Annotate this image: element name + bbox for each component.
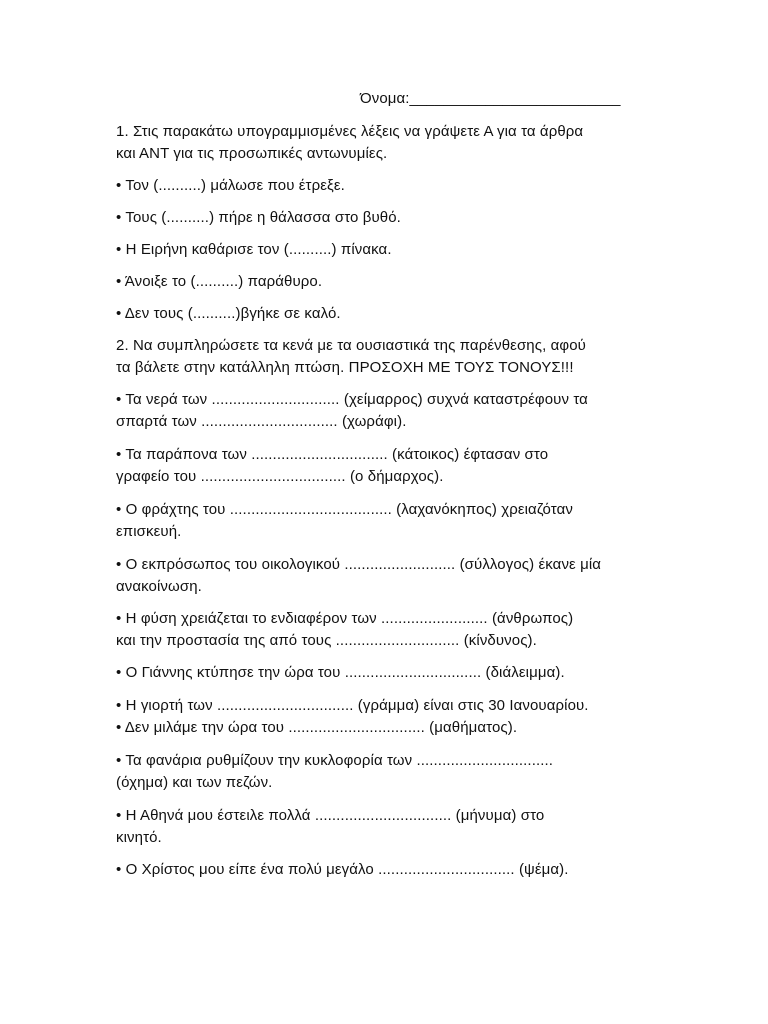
exercise2-line: • Δεν μιλάμε την ώρα του ................................ (μαθήματος).	[116, 719, 518, 736]
exercise2-line: • Τα παράπονα των ................................ (κάτοικος) έφτασαν στο	[116, 446, 549, 463]
exercise2-instruction-line1: 2. Να συμπληρώσετε τα κενά με τα ουσιαστικά της παρένθεσης, αφού	[116, 337, 586, 354]
exercise2-line: και την προστασία της από τους ............................. (κίνδυνος).	[116, 632, 537, 649]
name-field-label: Όνομα:_________________________	[360, 90, 621, 107]
exercise1-item: • Τους (..........) πήρε η θάλασσα στο βυθό.	[116, 209, 401, 226]
exercise2-line: • Ο Χρίστος μου είπε ένα πολύ μεγάλο ................................ (ψέμα).	[116, 861, 569, 878]
exercise1-item: • Τον (..........) μάλωσε που έτρεξε.	[116, 177, 345, 194]
exercise1-item: • Δεν τους (..........)βγήκε σε καλό.	[116, 305, 341, 322]
exercise1-instruction-line2: και ΑΝΤ για τις προσωπικές αντωνυμίες.	[116, 145, 388, 162]
exercise2-line: επισκευή.	[116, 523, 182, 540]
exercise2-line: • Η γιορτή των ................................ (γράμμα) είναι στις 30 Ιανουαρίου.	[116, 697, 589, 714]
exercise2-line: • Η φύση χρειάζεται το ενδιαφέρον των ......................... (άνθρωπος)	[116, 610, 574, 627]
exercise2-line: (όχημα) και των πεζών.	[116, 774, 273, 791]
exercise2-line: • Η Αθηνά μου έστειλε πολλά ................................ (μήνυμα) στο	[116, 807, 545, 824]
exercise2-line: • Ο εκπρόσωπος του οικολογικού .......................... (σύλλογος) έκανε μία	[116, 556, 602, 573]
exercise2-line: • Τα φανάρια ρυθμίζουν την κυκλοφορία των ................................	[116, 752, 554, 769]
exercise2-instruction-line2: τα βάλετε στην κατάλληλη πτώση. ΠΡΟΣΟΧΗ ΜΕ ΤΟΥΣ ΤΟΝΟΥΣ!!!	[116, 359, 574, 376]
exercise2-line: γραφείο του .................................. (ο δήμαρχος).	[116, 468, 444, 485]
exercise2-line: • Ο φράχτης του ...................................... (λαχανόκηπος) χρειαζόταν	[116, 501, 573, 518]
exercise1-item: • Η Ειρήνη καθάρισε τον (..........) πίνακα.	[116, 241, 392, 258]
exercise1-instruction-line1: 1. Στις παρακάτω υπογραμμισμένες λέξεις να γράψετε Α για τα άρθρα	[116, 123, 584, 140]
exercise2-line: • Ο Γιάννης κτύπησε την ώρα του ................................ (διάλειμμα).	[116, 664, 565, 681]
exercise2-line: σπαρτά των ................................ (χωράφι).	[116, 413, 407, 430]
exercise2-line: ανακοίνωση.	[116, 578, 202, 595]
exercise1-item: • Άνοιξε το (..........) παράθυρο.	[116, 273, 323, 290]
exercise2-line: • Τα νερά των .............................. (χείμαρρος) συχνά καταστρέφουν τα	[116, 391, 588, 408]
exercise2-line: κινητό.	[116, 829, 162, 846]
